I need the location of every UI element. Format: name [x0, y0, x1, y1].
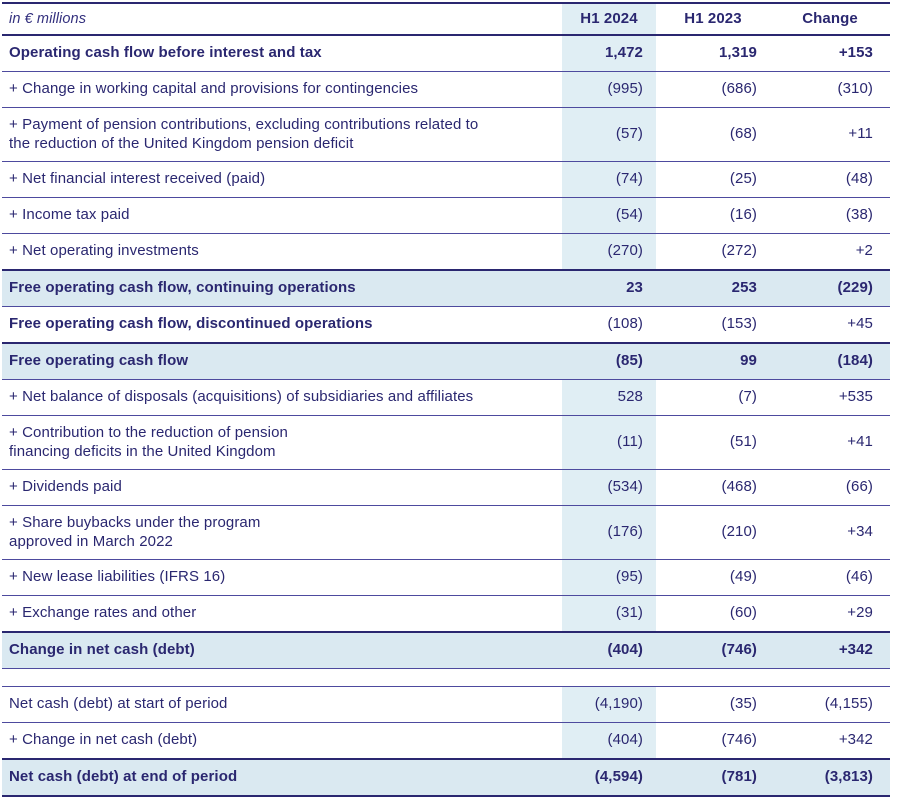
row-label: + Income tax paid [9, 206, 130, 224]
cell-h1-2024: (404) [607, 731, 643, 749]
cell-change: (48) [845, 170, 873, 188]
cell-change: (184) [837, 352, 873, 370]
cell-change: +29 [847, 604, 873, 622]
table-row [2, 72, 890, 108]
table-row [2, 723, 890, 760]
cell-h1-2024: (85) [615, 352, 643, 370]
row-label: Net cash (debt) at end of period [9, 768, 238, 786]
table-row [2, 380, 890, 416]
cell-h1-2024: (995) [607, 80, 643, 98]
cell-change: (229) [837, 279, 873, 297]
cell-h1-2023: 253 [731, 279, 757, 297]
cell-h1-2024: (270) [607, 242, 643, 260]
table-row [2, 596, 890, 633]
table-row [2, 36, 890, 72]
table-row [2, 560, 890, 596]
row-label: + Contribution to the reduction of pension financing deficits in the United Kingdom [9, 423, 288, 460]
cell-change: (66) [845, 478, 873, 496]
row-label: + Net operating investments [9, 242, 199, 260]
table-row [2, 108, 890, 162]
cell-h1-2024: (534) [607, 478, 643, 496]
cell-h1-2024: (404) [607, 641, 643, 659]
cell-change: +41 [847, 433, 873, 451]
cell-h1-2023: (49) [729, 568, 757, 586]
cell-h1-2024: (74) [615, 170, 643, 188]
row-label: + New lease liabilities (IFRS 16) [9, 568, 226, 586]
table-row [2, 760, 890, 797]
cell-change: +2 [855, 242, 873, 260]
cell-h1-2023: (272) [721, 242, 757, 260]
cell-h1-2024: (95) [615, 568, 643, 586]
row-label: + Dividends paid [9, 478, 122, 496]
table-row [2, 344, 890, 380]
row-label: + Change in working capital and provisions for contingencies [9, 80, 419, 98]
cell-h1-2023: (60) [729, 604, 757, 622]
cell-h1-2023: (686) [721, 80, 757, 98]
cell-h1-2024: (57) [615, 125, 643, 143]
row-label: + Change in net cash (debt) [9, 731, 198, 749]
cell-change: +342 [838, 731, 873, 749]
cell-change: +342 [838, 641, 873, 659]
table-row [2, 198, 890, 234]
cell-h1-2023: (746) [721, 641, 757, 659]
cash-flow-table [2, 2, 890, 797]
table-row [2, 506, 890, 560]
table-row [2, 633, 890, 669]
cell-h1-2024: (176) [607, 523, 643, 541]
cell-change: (310) [837, 80, 873, 98]
cell-change: +11 [848, 125, 873, 143]
cell-change: (4,155) [824, 695, 873, 713]
cell-change: +34 [847, 523, 873, 541]
cell-h1-2024: (4,190) [594, 695, 643, 713]
cell-h1-2023: (35) [729, 695, 757, 713]
table-row [2, 687, 890, 723]
table-row [2, 162, 890, 198]
cell-h1-2024: (108) [607, 315, 643, 333]
col-header-h1-2024: H1 2024 [580, 9, 638, 27]
cell-h1-2024: 528 [617, 388, 643, 406]
cell-h1-2023: 99 [740, 352, 757, 370]
table-grid [2, 2, 890, 797]
cell-h1-2023: 1,319 [718, 44, 757, 62]
cell-h1-2023: (468) [721, 478, 757, 496]
cell-h1-2023: (51) [729, 433, 757, 451]
cell-h1-2023: (7) [738, 388, 757, 406]
cell-h1-2023: (781) [721, 768, 757, 786]
row-label: + Share buybacks under the program approved in March 2022 [9, 513, 261, 550]
cell-change: (3,813) [824, 768, 873, 786]
section-spacer [2, 669, 890, 687]
cell-change: +45 [847, 315, 873, 333]
cell-h1-2024: 23 [626, 279, 643, 297]
cell-h1-2024: (31) [615, 604, 643, 622]
table-row [2, 307, 890, 344]
cell-change: +153 [838, 44, 873, 62]
unit-label: in € millions [9, 10, 87, 27]
row-label: Free operating cash flow, discontinued operations [9, 315, 373, 333]
table-row [2, 271, 890, 307]
row-label: + Exchange rates and other [9, 604, 197, 622]
cell-h1-2023: (68) [729, 125, 757, 143]
cell-h1-2023: (746) [721, 731, 757, 749]
col-header-change: Change [802, 9, 858, 27]
cell-h1-2023: (153) [721, 315, 757, 333]
cell-change: (46) [845, 568, 873, 586]
cell-h1-2024: (4,594) [594, 768, 643, 786]
cell-change: +535 [838, 388, 873, 406]
cell-h1-2023: (210) [721, 523, 757, 541]
table-row [2, 234, 890, 271]
row-label: + Net financial interest received (paid) [9, 170, 266, 188]
cell-h1-2024: (54) [615, 206, 643, 224]
cell-h1-2023: (16) [729, 206, 757, 224]
table-row [2, 470, 890, 506]
cell-h1-2024: 1,472 [604, 44, 643, 62]
table-header-row [2, 4, 890, 36]
row-label: Net cash (debt) at start of period [9, 695, 228, 713]
row-label: Free operating cash flow, continuing operations [9, 279, 356, 297]
row-label: + Net balance of disposals (acquisitions) of subsidiaries and affiliates [9, 388, 474, 406]
row-label: Free operating cash flow [9, 352, 189, 370]
cell-change: (38) [845, 206, 873, 224]
table-row [2, 416, 890, 470]
row-label: + Payment of pension contributions, excluding contributions related to the reduction of the United Kingdom pension deficit [9, 115, 479, 152]
cell-h1-2023: (25) [729, 170, 757, 188]
row-label: Operating cash flow before interest and tax [9, 44, 322, 62]
row-label: Change in net cash (debt) [9, 641, 195, 659]
col-header-h1-2023: H1 2023 [684, 9, 742, 27]
cell-h1-2024: (11) [617, 433, 643, 451]
